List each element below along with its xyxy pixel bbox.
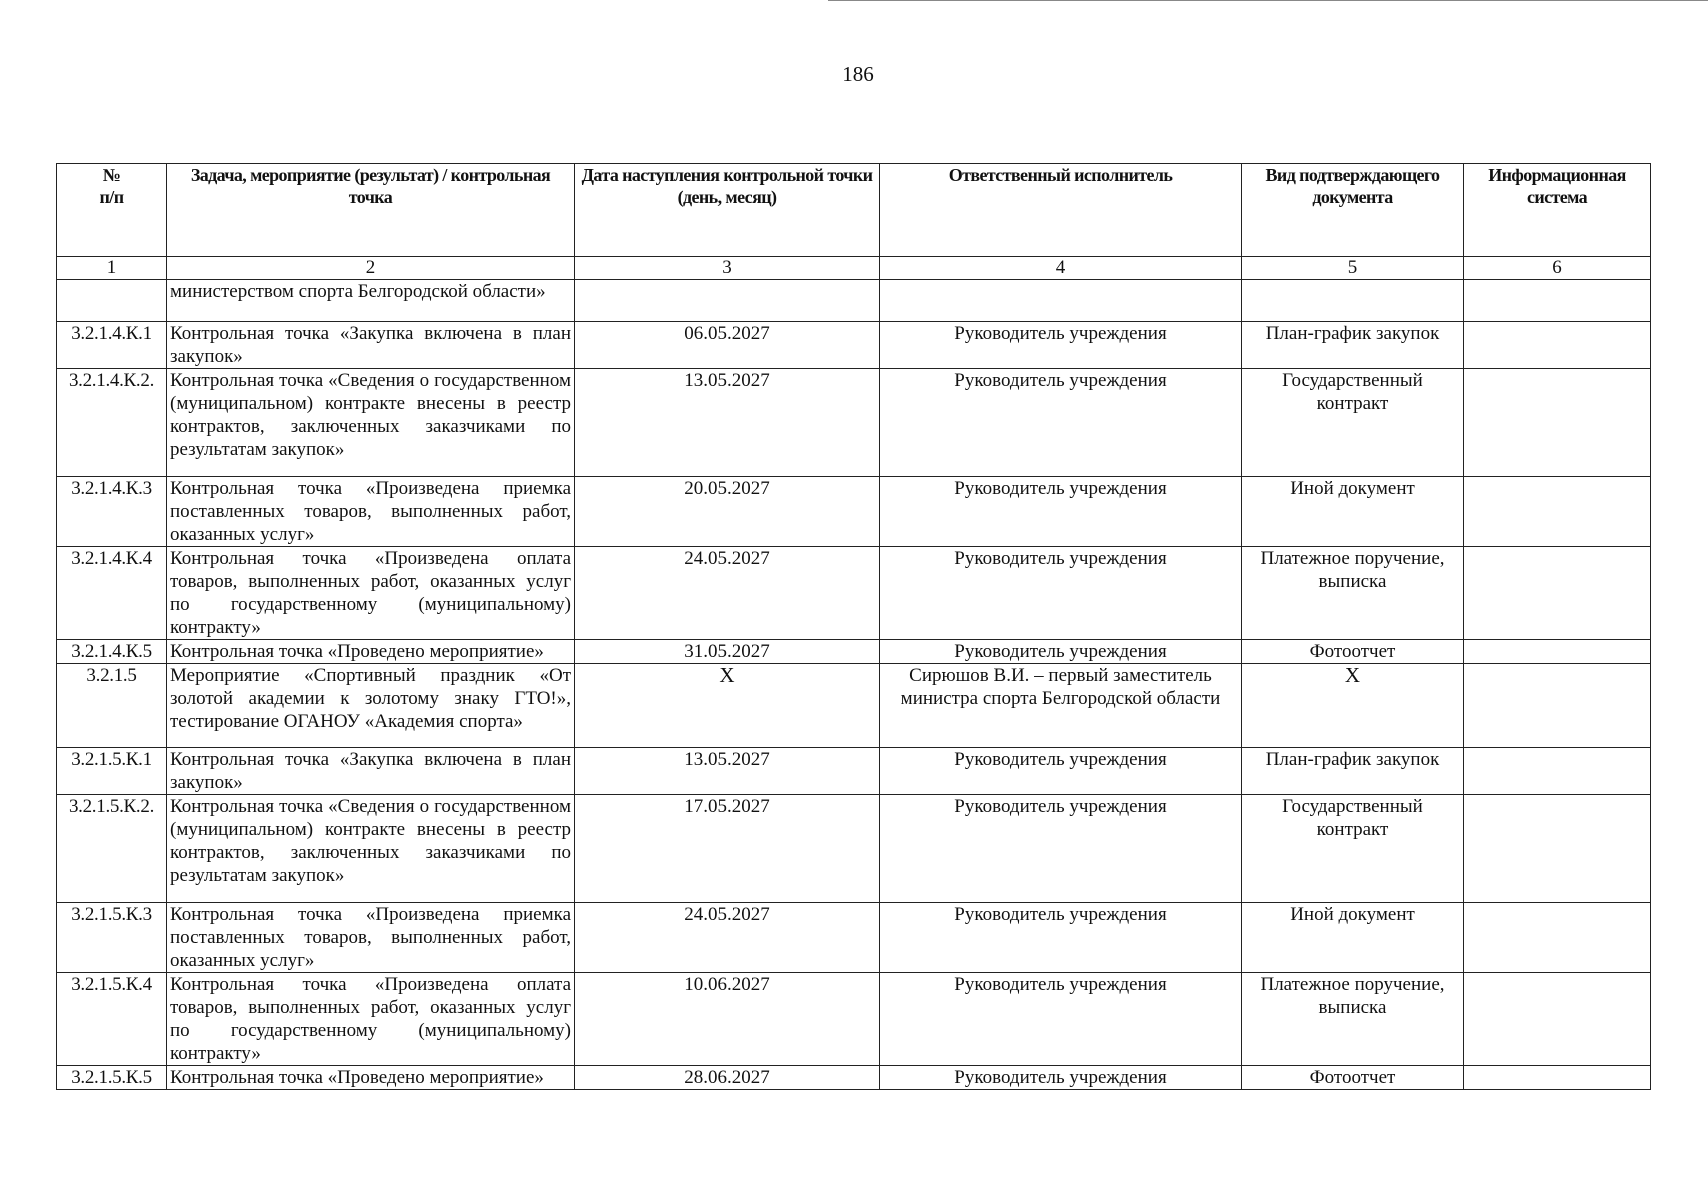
row-document-type (1242, 280, 1464, 322)
row-information-system (1464, 547, 1651, 640)
table-row (57, 748, 1651, 795)
table-row (57, 477, 1651, 547)
header-doc: Вид подтверждающего документа (1242, 164, 1464, 257)
table-row (57, 1066, 1651, 1090)
column-number: 1 (57, 257, 167, 280)
table-row (57, 369, 1651, 477)
row-information-system (1464, 477, 1651, 547)
table-row (57, 280, 1651, 322)
row-information-system (1464, 1066, 1651, 1090)
column-number: 2 (167, 257, 575, 280)
row-information-system (1464, 664, 1651, 748)
row-number: 3.2.1.5.К.5 (57, 1066, 167, 1090)
row-task: Контрольная точка «Закупка включена в план закупок» (167, 322, 575, 369)
table-row (57, 973, 1651, 1066)
row-task: Контрольная точка «Закупка включена в план закупок» (167, 748, 575, 795)
column-number-row (57, 257, 1651, 280)
header-task: Задача, мероприятие (результат) / контрольная точка (167, 164, 575, 257)
row-number: 3.2.1.5.К.4 (57, 973, 167, 1066)
row-document-type: Платежное поручение, выписка (1242, 973, 1464, 1066)
row-date: 24.05.2027 (575, 547, 880, 640)
row-document-type: Фотоотчет (1242, 640, 1464, 664)
row-date: 13.05.2027 (575, 748, 880, 795)
row-document-type: Государственный контракт (1242, 369, 1464, 477)
row-number: 3.2.1.5 (57, 664, 167, 748)
row-responsible: Руководитель учреждения (880, 322, 1242, 369)
row-information-system (1464, 795, 1651, 903)
column-number: 4 (880, 257, 1242, 280)
row-responsible: Руководитель учреждения (880, 547, 1242, 640)
row-date: 28.06.2027 (575, 1066, 880, 1090)
row-responsible: Руководитель учреждения (880, 477, 1242, 547)
row-date: 31.05.2027 (575, 640, 880, 664)
row-number: 3.2.1.4.К.1 (57, 322, 167, 369)
row-document-type: План-график закупок (1242, 322, 1464, 369)
row-date: 17.05.2027 (575, 795, 880, 903)
table-row (57, 322, 1651, 369)
table-row (57, 640, 1651, 664)
row-number (57, 280, 167, 322)
row-responsible: Сирюшов В.И. – первый заместитель министра спорта Белгородской области (880, 664, 1242, 748)
row-date: 13.05.2027 (575, 369, 880, 477)
row-task: Контрольная точка «Произведена оплата товаров, выполненных работ, оказанных услуг по государственному (муниципальному) контракту» (167, 547, 575, 640)
row-document-type: Фотоотчет (1242, 1066, 1464, 1090)
table-row (57, 795, 1651, 903)
header-responsible: Ответственный исполнитель (880, 164, 1242, 257)
table-row (57, 664, 1651, 748)
row-task: министерством спорта Белгородской области» (167, 280, 575, 322)
row-information-system (1464, 903, 1651, 973)
row-date: Х (575, 664, 880, 748)
row-number: 3.2.1.5.К.2. (57, 795, 167, 903)
row-document-type: Иной документ (1242, 903, 1464, 973)
row-number: 3.2.1.5.К.3 (57, 903, 167, 973)
row-date: 24.05.2027 (575, 903, 880, 973)
header-num-label: № п/п (99, 165, 124, 207)
row-date: 10.06.2027 (575, 973, 880, 1066)
row-task: Контрольная точка «Произведена оплата товаров, выполненных работ, оказанных услуг по государственному (муниципальному) контракту» (167, 973, 575, 1066)
row-number: 3.2.1.4.К.3 (57, 477, 167, 547)
row-task: Контрольная точка «Сведения о государственном (муниципальном) контракте внесены в реестр контрактов, заключенных заказчиками по результатам закупок» (167, 795, 575, 903)
scan-edge-line (828, 0, 1708, 1)
row-date (575, 280, 880, 322)
row-task: Контрольная точка «Произведена приемка поставленных товаров, выполненных работ, оказанных услуг» (167, 477, 575, 547)
row-information-system (1464, 280, 1651, 322)
control-points-table (56, 163, 1651, 1090)
row-number: 3.2.1.5.К.1 (57, 748, 167, 795)
row-responsible: Руководитель учреждения (880, 640, 1242, 664)
row-document-type: Иной документ (1242, 477, 1464, 547)
row-task: Контрольная точка «Проведено мероприятие» (167, 1066, 575, 1090)
row-number: 3.2.1.4.К.2. (57, 369, 167, 477)
row-date: 20.05.2027 (575, 477, 880, 547)
row-responsible: Руководитель учреждения (880, 748, 1242, 795)
column-number: 3 (575, 257, 880, 280)
row-responsible: Руководитель учреждения (880, 903, 1242, 973)
row-information-system (1464, 640, 1651, 664)
row-responsible: Руководитель учреждения (880, 795, 1242, 903)
column-number: 6 (1464, 257, 1651, 280)
row-number: 3.2.1.4.К.5 (57, 640, 167, 664)
row-task: Контрольная точка «Сведения о государственном (муниципальном) контракте внесены в реестр контрактов, заключенных заказчиками по результатам закупок» (167, 369, 575, 477)
row-information-system (1464, 748, 1651, 795)
row-responsible: Руководитель учреждения (880, 973, 1242, 1066)
row-document-type: План-график закупок (1242, 748, 1464, 795)
row-date: 06.05.2027 (575, 322, 880, 369)
row-responsible: Руководитель учреждения (880, 369, 1242, 477)
row-document-type: Платежное поручение, выписка (1242, 547, 1464, 640)
row-responsible: Руководитель учреждения (880, 1066, 1242, 1090)
row-responsible (880, 280, 1242, 322)
row-task: Контрольная точка «Произведена приемка поставленных товаров, выполненных работ, оказанных услуг» (167, 903, 575, 973)
header-date: Дата наступления контрольной точки (день, месяц) (575, 164, 880, 257)
header-system: Информационная система (1464, 164, 1651, 257)
row-number: 3.2.1.4.К.4 (57, 547, 167, 640)
row-document-type: Х (1242, 664, 1464, 748)
row-information-system (1464, 973, 1651, 1066)
column-number: 5 (1242, 257, 1464, 280)
row-information-system (1464, 322, 1651, 369)
table-row (57, 903, 1651, 973)
row-document-type: Государственный контракт (1242, 795, 1464, 903)
header-row (57, 164, 1651, 257)
row-information-system (1464, 369, 1651, 477)
header-num (57, 164, 167, 257)
table-row (57, 547, 1651, 640)
row-task: Контрольная точка «Проведено мероприятие» (167, 640, 575, 664)
page-number: 186 (842, 62, 874, 86)
row-task: Мероприятие «Спортивный праздник «От золотой академии к золотому знаку ГТО!», тестирование ОГАНОУ «Академия спорта» (167, 664, 575, 748)
